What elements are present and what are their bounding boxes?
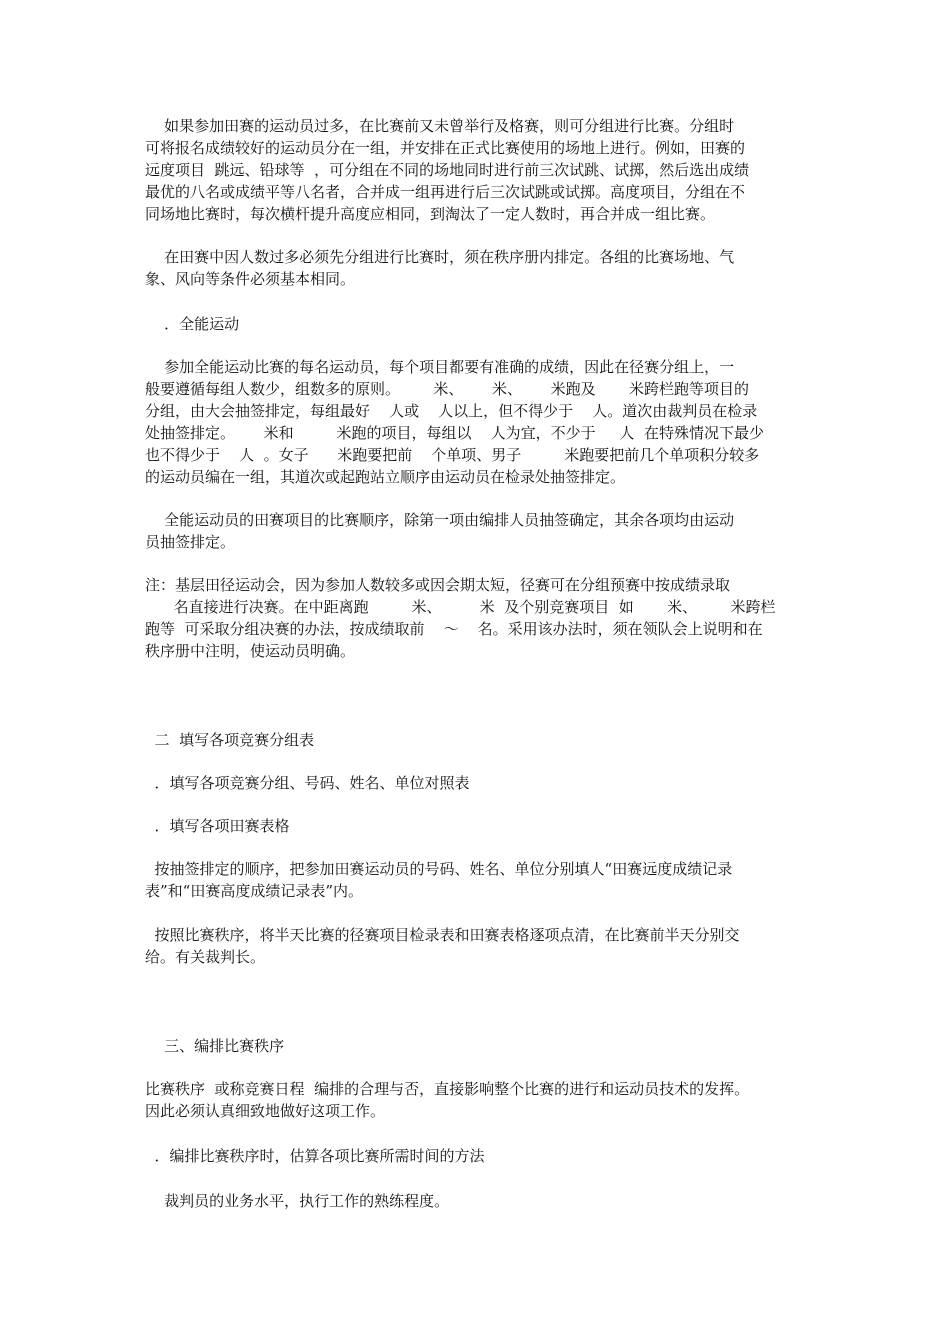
section-heading: 三、编排比赛秩序 (145, 1037, 285, 1055)
paragraph-field-event-schedule (145, 246, 810, 290)
paragraph-fill-records (145, 858, 810, 902)
text-line: 在田赛中因人数过多必须先分组进行比赛时，须在秩序册内排定。各组的比赛场地、气 (145, 248, 735, 266)
list-item: ．填写各项竞赛分组、号码、姓名、单位对照表 (145, 774, 470, 792)
paragraph-field-event-grouping (145, 115, 810, 225)
paragraph-all-round-field-order (145, 509, 810, 553)
text-line: 表”和“田赛高度成绩记录表”内。 (145, 882, 364, 900)
text-line: 如果参加田赛的运动员过多，在比赛前又未曾举行及格赛，则可分组进行比赛。分组时 (145, 117, 735, 135)
text-line: 同场地比赛时，每次横杆提升高度应相同，到淘汰了一定人数时，再合并成一组比赛。 (145, 205, 716, 223)
text-line: 般要遵循每组人数少，组数多的原则。 米、 米、 米跑及 米跨栏跑等项目的 (145, 380, 749, 398)
text-line: 全能运动员的田赛项目的比赛顺序，除第一项由编排人员抽签确定，其余各项均由运动 (145, 511, 735, 529)
paragraph-referee-skill (145, 1190, 810, 1212)
text-line: 因此必须认真细致地做好这项工作。 (145, 1102, 386, 1120)
text-line: 参加全能运动比赛的每名运动员，每个项目都要有准确的成绩，因此在径赛分组上，一 (145, 358, 735, 376)
text-line: 注：基层田径运动会，因为参加人数较多或因会期太短，径赛可在分组预赛中按成绩录取 (145, 576, 731, 594)
text-line: 比赛秩序 或称竞赛日程 编排的合理与否，直接影响整个比赛的进行和运动员技术的发挥。 (145, 1080, 750, 1098)
item-grouping-table (145, 772, 810, 794)
item-estimate-time (145, 1145, 810, 1167)
text-line: 跑等 可采取分组决赛的办法，按成绩取前 ～ 名。采用该办法时，须在领队会上说明和在 (145, 620, 763, 638)
note-paragraph (145, 574, 810, 662)
text-line: 象、风向等条件必须基本相同。 (145, 270, 356, 288)
text-line: 远度项目 跳远、铅球等 ，可分组在不同的场地同时进行前三次试跳、试掷，然后选出成绩 (145, 161, 750, 179)
section-heading: 二 填写各项竞赛分组表 (145, 731, 315, 749)
text-line: 按抽签排定的顺序，把参加田赛运动员的号码、姓名、单位分别填人“田赛远度成绩记录 (145, 860, 733, 878)
text-line: 处抽签排定。 米和 米跑的项目，每组以 人为宜，不少于 人 在特殊情况下最少 (145, 424, 764, 442)
text-line: 给。有关裁判长。 (145, 948, 266, 966)
text-line: 裁判员的业务水平，执行工作的熟练程度。 (145, 1192, 450, 1210)
paragraph-handover (145, 924, 810, 968)
heading-all-round-events (145, 313, 810, 335)
text-line: 的运动员编在一组，其道次或起跑站立顺序由运动员在检录处抽签排定。 (145, 468, 626, 486)
text-line: 最优的八名或成绩平等八名者，合并成一组再进行后三次试跳或试掷。高度项目，分组在不 (145, 183, 746, 201)
paragraph-competition-schedule (145, 1078, 810, 1122)
text-line: 按照比赛秩序，将半天比赛的径赛项目检录表和田赛表格逐项点清，在比赛前半天分别交 (145, 926, 740, 944)
text-line: 可将报名成绩较好的运动员分在一组，并安排在正式比赛使用的场地上进行。例如，田赛的 (145, 139, 746, 157)
heading-section-two (145, 729, 810, 751)
text-line: 名直接进行决赛。在中距离跑 米、 米 及个别竞赛项目 如 米、 米跨栏 (145, 598, 776, 616)
heading-section-three (145, 1035, 810, 1057)
text-line: 员抽签排定。 (145, 533, 236, 551)
list-item: ．填写各项田赛表格 (145, 817, 290, 835)
text-line: 秩序册中注明，使运动员明确。 (145, 642, 356, 660)
list-item: ．编排比赛秩序时，估算各项比赛所需时间的方法 (145, 1147, 485, 1165)
paragraph-all-round-grouping (145, 356, 810, 488)
text-line: 分组，由大会抽签排定，每组最好 人或 人以上，但不得少于 人。道次由裁判员在检录 (145, 402, 758, 420)
section-heading: ．全能运动 (145, 315, 240, 333)
item-field-tables (145, 815, 810, 837)
text-line: 也不得少于 人 。女子 米跑要把前 个单项、男子 米跑要把前几个单项积分较多 (145, 446, 760, 464)
